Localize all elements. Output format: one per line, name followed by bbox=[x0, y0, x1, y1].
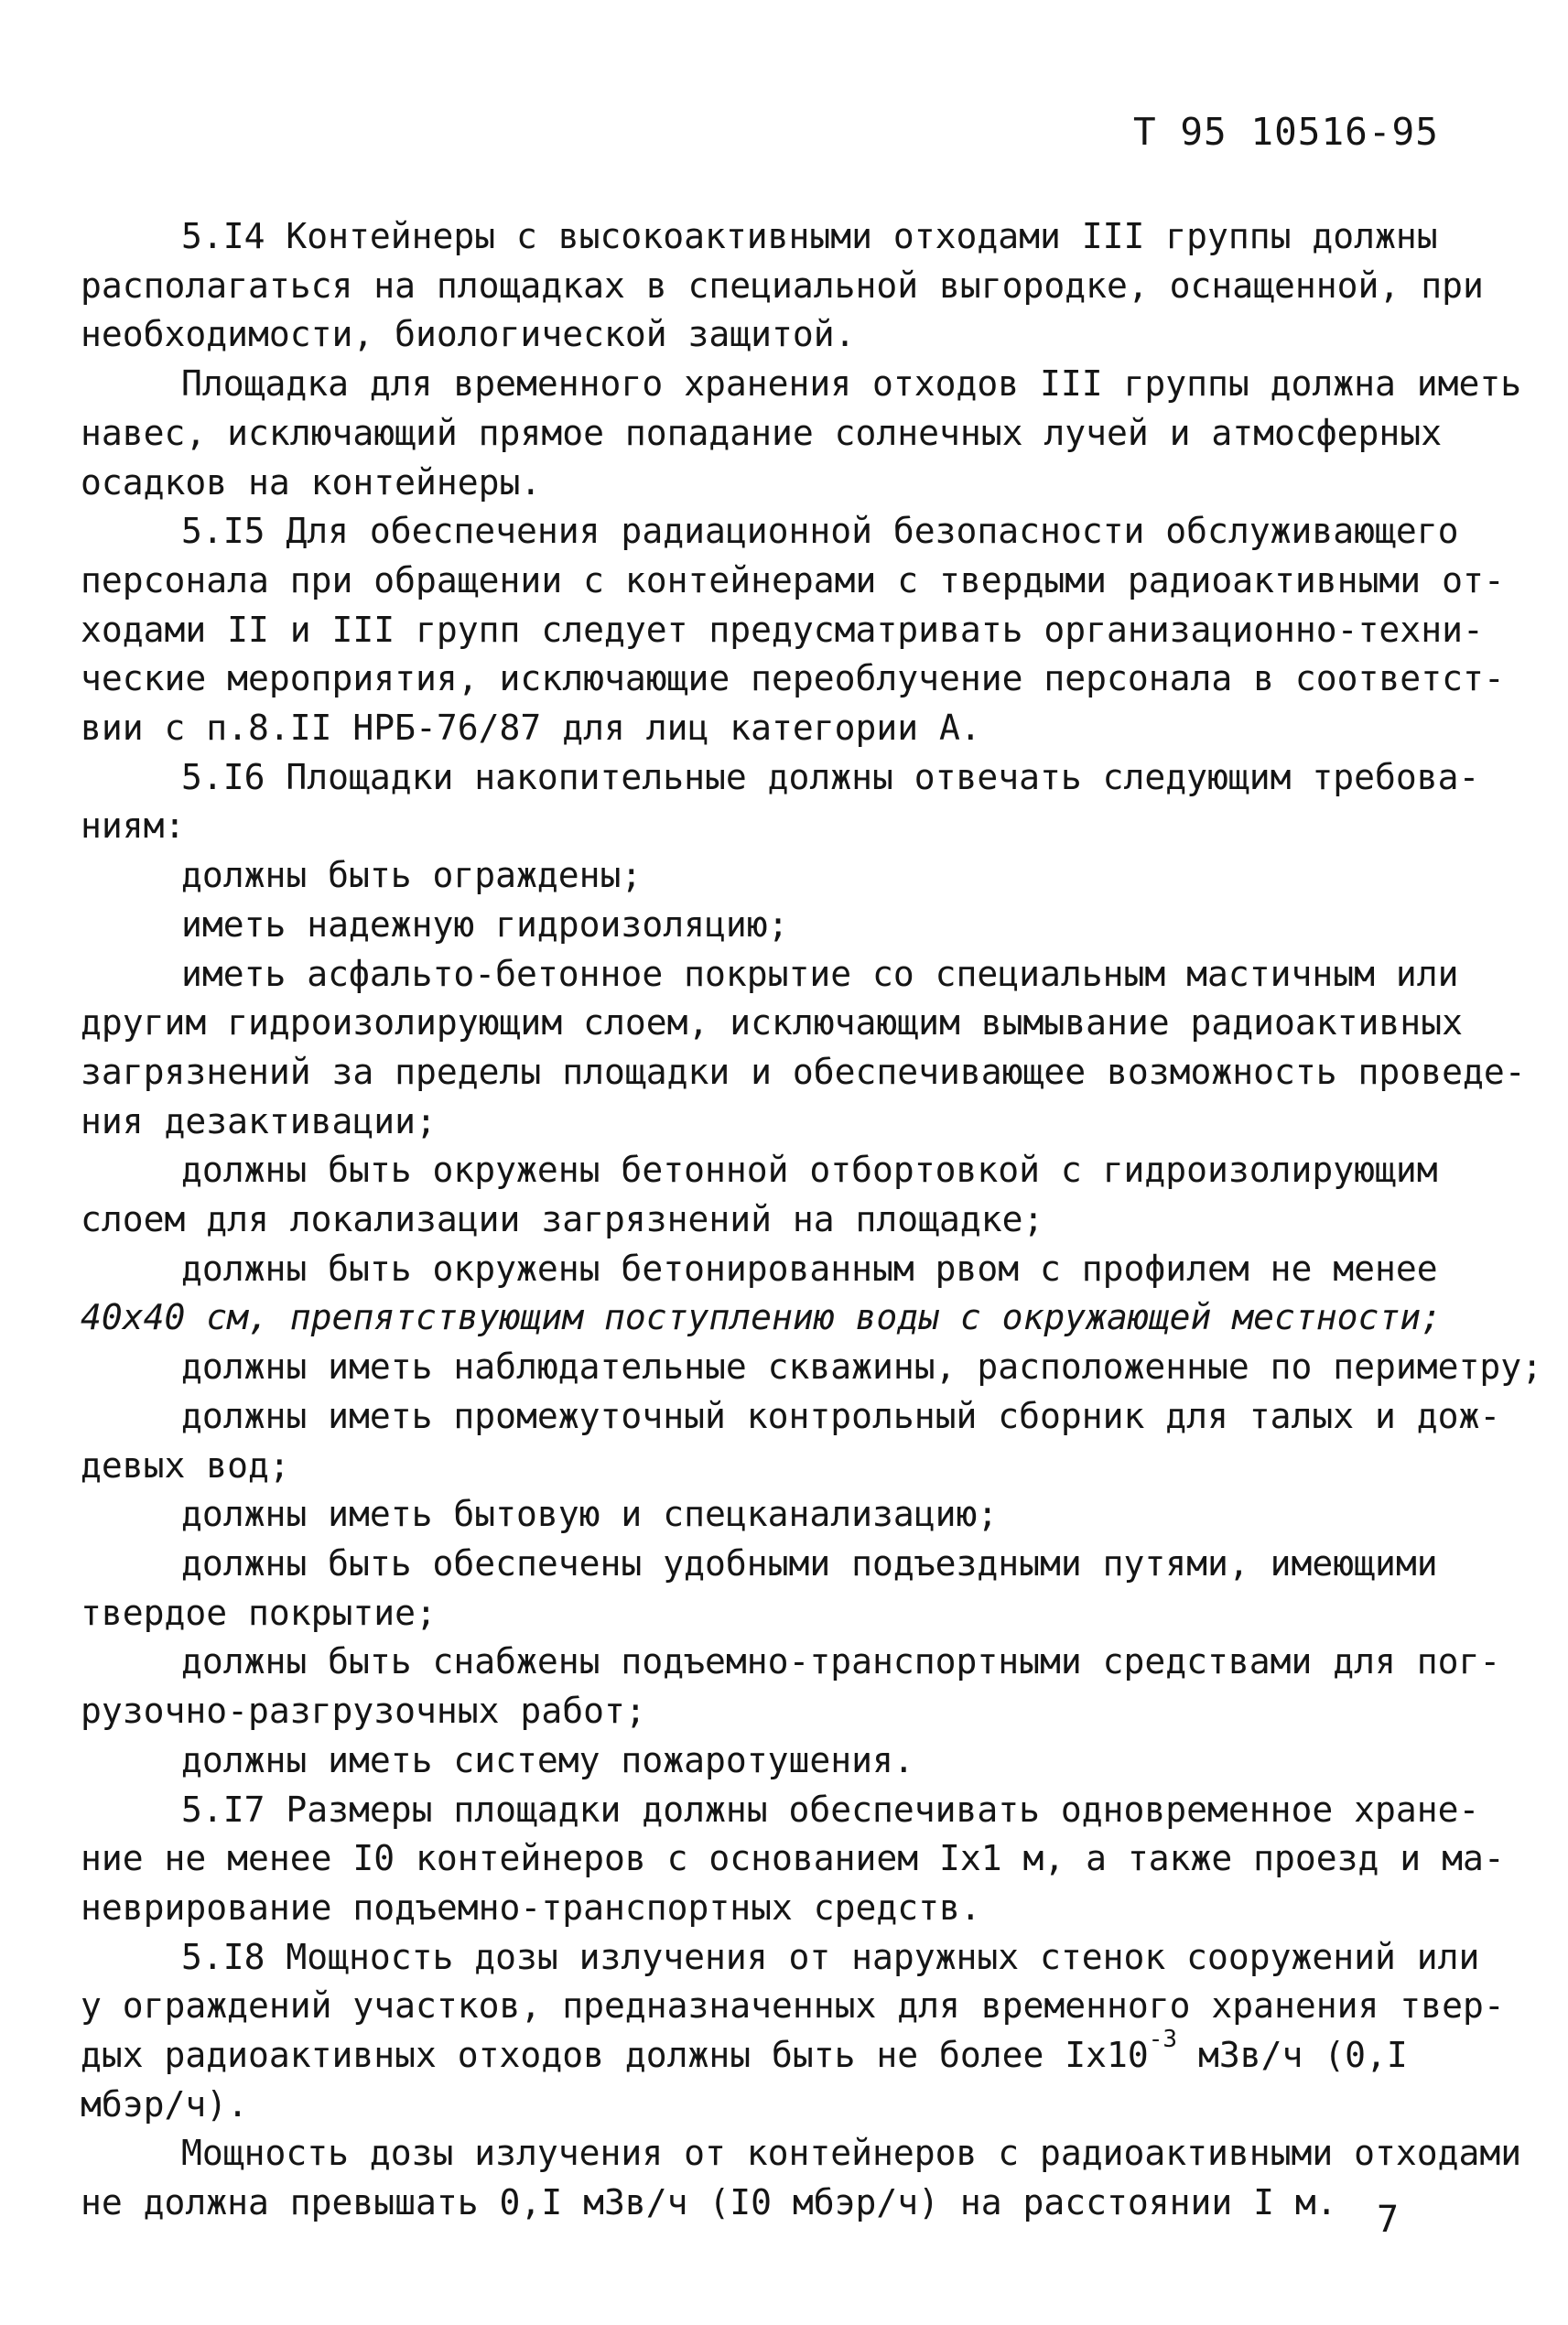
list-item: должны иметь промежуточный контрольный сборник для талых и дож- bbox=[181, 1395, 1501, 1436]
text-line: необходимости, биологической защитой. bbox=[81, 314, 856, 355]
text-line: Мощность дозы излучения от контейнеров с радиоактивными отходами bbox=[181, 2133, 1522, 2174]
text-line: рузочно-разгрузочных работ; bbox=[81, 1691, 646, 1732]
text-line: ния дезактивации; bbox=[81, 1100, 437, 1141]
text-line: твердое покрытие; bbox=[81, 1592, 437, 1633]
list-item: должны иметь систему пожаротушения. bbox=[181, 1739, 914, 1780]
document-body bbox=[81, 212, 1543, 2228]
list-item: должны быть обеспечены удобными подъездными путями, имеющими bbox=[181, 1542, 1438, 1584]
list-item: должны быть окружены бетонной отбортовкой с гидроизолирующим bbox=[181, 1150, 1438, 1191]
text-line: девых вод; bbox=[81, 1444, 290, 1486]
text-line: Площадка для временного хранения отходов III группы должна иметь bbox=[181, 363, 1522, 405]
text-line: мбэр/ч). bbox=[81, 2083, 249, 2125]
text-line: ние не менее I0 контейнеров с основанием Iх1 м, а также проезд и ма- bbox=[81, 1838, 1505, 1879]
list-item: должны иметь бытовую и спецканализацию; bbox=[181, 1494, 999, 1535]
text-line: не должна превышать 0,I мЗв/ч (I0 мбэр/ч) на расстоянии I м. bbox=[81, 2182, 1337, 2223]
list-item: должны иметь наблюдательные скважины, расположенные по периметру; bbox=[181, 1346, 1543, 1388]
list-item: иметь надежную гидроизоляцию; bbox=[181, 903, 789, 945]
text-line: ниям: bbox=[81, 806, 186, 847]
text-line: у ограждений участков, предназначенных для временного хранения твер- bbox=[81, 1985, 1505, 2027]
text-line: 5.I7 Размеры площадки должны обеспечивать одновременное хране- bbox=[181, 1789, 1480, 1830]
text-line: 5.I4 Контейнеры с высокоактивными отходами III группы должны bbox=[181, 216, 1438, 256]
text-line: навес, исключающий прямое попадание солнечных лучей и атмосферных bbox=[81, 412, 1443, 453]
superscript: -3 bbox=[1148, 2026, 1178, 2054]
text-line bbox=[81, 2026, 1490, 2081]
text-line: слоем для локализации загрязнений на площадке; bbox=[81, 1199, 1044, 1240]
text-segment: мЗв/ч (0,I bbox=[1177, 2035, 1408, 2076]
text-line: 5.I6 Площадки накопительные должны отвечать следующим требова- bbox=[181, 756, 1480, 797]
text-line: ческие мероприятия, исключающие переоблучение персонала в соответст- bbox=[81, 658, 1505, 699]
page-number: 7 bbox=[1377, 2199, 1400, 2241]
text-segment: дых радиоактивных отходов должны быть не более Iх10 bbox=[81, 2035, 1149, 2076]
text-line: персонала при обращении с контейнерами с твердыми радиоактивными от- bbox=[81, 559, 1505, 600]
list-item: должны быть снабжены подъемно-транспортными средствами для пог- bbox=[181, 1641, 1501, 1682]
text-line: располагаться на площадках в специальной выгородке, оснащенной, при bbox=[81, 265, 1484, 306]
text-line: 5.I5 Для обеспечения радиационной безопасности обслуживающего bbox=[181, 511, 1459, 552]
list-item: должны быть окружены бетонированным рвом с профилем не менее bbox=[181, 1248, 1438, 1289]
text-line: ходами II и III групп следует предусматривать организационно-техни- bbox=[81, 609, 1484, 650]
text-line: другим гидроизолирующим слоем, исключающим вымывание радиоактивных bbox=[81, 1002, 1463, 1044]
document-code: Т 95 10516-95 bbox=[1133, 110, 1439, 154]
list-item: должны быть ограждены; bbox=[181, 855, 643, 896]
text-line: загрязнений за пределы площадки и обеспечивающее возможность проведе- bbox=[81, 1051, 1526, 1092]
text-line: 5.I8 Мощность дозы излучения от наружных стенок сооружений или bbox=[181, 1936, 1480, 1977]
text-line: осадков на контейнеры. bbox=[81, 461, 542, 503]
text-line: неврирование подъемно-транспортных средств. bbox=[81, 1887, 981, 1928]
text-line: вии с п.8.II НРБ-76/87 для лиц категории А. bbox=[81, 708, 981, 749]
list-item: иметь асфальто-бетонное покрытие со специальным мастичным или bbox=[181, 953, 1459, 994]
text-line: 40х40 см, препятствующим поступлению воды с окружающей местности; bbox=[81, 1297, 1443, 1338]
